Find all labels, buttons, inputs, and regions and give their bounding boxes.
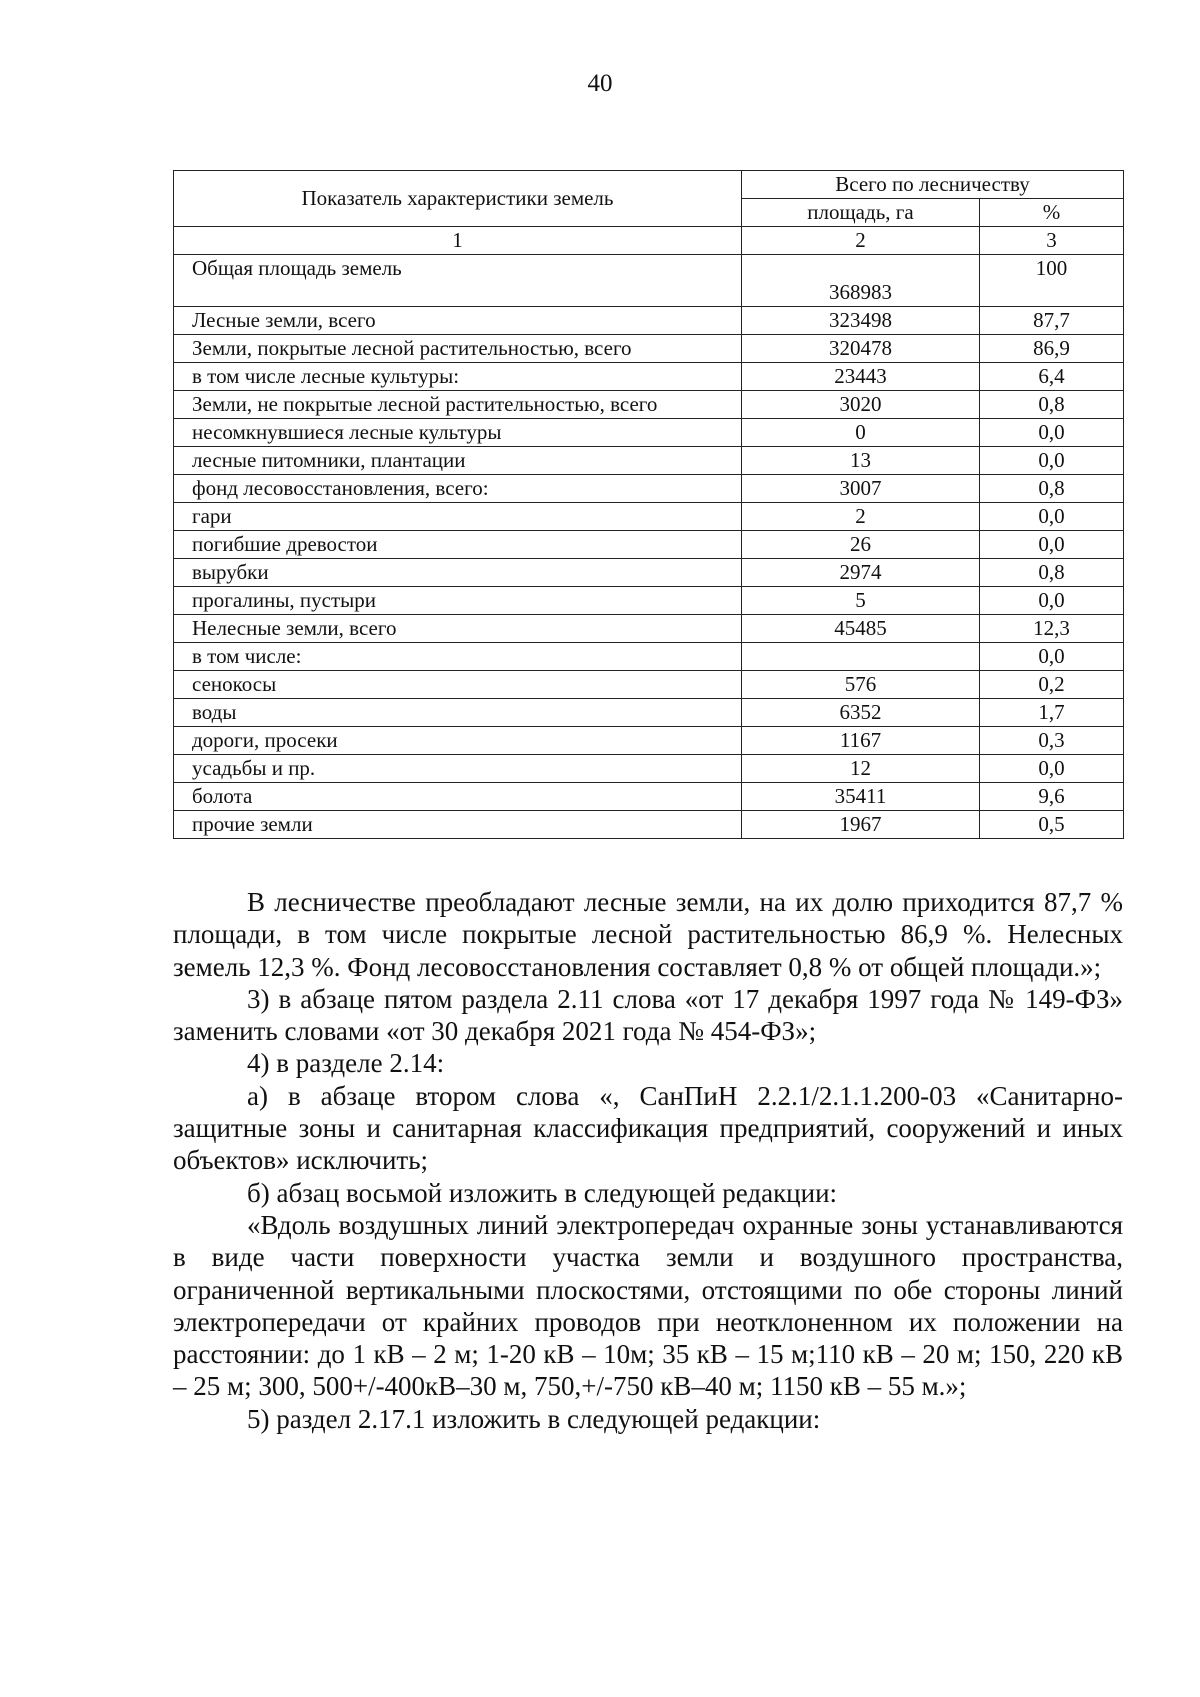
row-area: 45485: [742, 615, 980, 643]
row-name: погибшие древостои: [174, 531, 742, 559]
table-row: [174, 335, 1124, 363]
row-name: в том числе:: [174, 643, 742, 671]
paragraph: 4) в разделе 2.14:: [247, 1048, 445, 1079]
paragraph: В лесничестве преобладают лесные земли, на их долю приходится 87,7 % площади, в том числе покрытые лесной растительностью 86,9 %. Нелесных земель 12,3 %. Фонд лесовосстановления составляет 0,8 % от общей площади.»;: [173, 887, 1123, 982]
header-indicator: Показатель характеристики земель: [174, 171, 742, 227]
paragraph: «Вдоль воздушных линий электропередач охранные зоны устанавливаются в виде части поверхности участка земли и воздушного пространства, ограниченной вертикальными плоскостями, отстоящими по обе стороны линий электропередачи от крайних проводов при неотклоненном их положении на расстоянии: до 1 кВ – 2 м; 1-20 кВ – 10м; 35 кВ – 15 м;110 кВ – 20 м; 150, 220 кВ – 25 м; 300, 500+/-400кВ–30 м, 750,+/-750 кВ–40 м; 1150 кВ – 55 м.»;: [173, 1209, 1123, 1402]
row-percent: 87,7: [980, 307, 1124, 335]
table-row: [174, 475, 1124, 503]
row-name: несомкнувшиеся лесные культуры: [174, 419, 742, 447]
table-row: [174, 755, 1124, 783]
row-name: Земли, не покрытые лесной растительностью, всего: [174, 391, 742, 419]
body-text: [173, 886, 1123, 1435]
row-area: 323498: [742, 307, 980, 335]
row-area: 368983: [742, 255, 980, 307]
row-area: 1167: [742, 727, 980, 755]
header-percent: %: [980, 199, 1124, 227]
row-area: 6352: [742, 699, 980, 727]
row-area: 23443: [742, 363, 980, 391]
row-percent: 86,9: [980, 335, 1124, 363]
row-name: гари: [174, 503, 742, 531]
row-name: фонд лесовосстановления, всего:: [174, 475, 742, 503]
row-percent: 0,0: [980, 503, 1124, 531]
table-row: [174, 699, 1124, 727]
table-row: [174, 419, 1124, 447]
paragraph: а) в абзаце втором слова «, СанПиН 2.2.1/2.1.1.200-03 «Санитарно-защитные зоны и санитарная классификация предприятий, сооружений и иных объектов» исключить;: [173, 1080, 1123, 1176]
row-name: Земли, покрытые лесной растительностью, всего: [174, 335, 742, 363]
row-name: в том числе лесные культуры:: [174, 363, 742, 391]
table-row: [174, 587, 1124, 615]
column-number: 1: [174, 227, 742, 255]
header-group: Всего по лесничеству: [742, 171, 1124, 199]
row-area: 2974: [742, 559, 980, 587]
row-percent: 0,2: [980, 671, 1124, 699]
row-name: вырубки: [174, 559, 742, 587]
paragraph: 3) в абзаце пятом раздела 2.11 слова «от 17 декабря 1997 года № 149-ФЗ» заменить словами «от 30 декабря 2021 года № 454-ФЗ»;: [173, 983, 1123, 1047]
table-row: [174, 783, 1124, 811]
row-area: 3020: [742, 391, 980, 419]
row-percent: 6,4: [980, 363, 1124, 391]
row-percent: 0,3: [980, 727, 1124, 755]
table-row: [174, 811, 1124, 839]
paragraph: б) абзац восьмой изложить в следующей редакции:: [247, 1177, 838, 1208]
row-area: 3007: [742, 475, 980, 503]
table-row: [174, 363, 1124, 391]
row-name: прогалины, пустыри: [174, 587, 742, 615]
column-number-row: [174, 227, 1124, 255]
row-name: болота: [174, 783, 742, 811]
row-name: Лесные земли, всего: [174, 307, 742, 335]
row-area: 2: [742, 503, 980, 531]
page-number: 40: [587, 70, 613, 97]
row-area: 35411: [742, 783, 980, 811]
column-number: 2: [742, 227, 980, 255]
table-row: [174, 255, 1124, 307]
row-area: [742, 643, 980, 671]
table-row: [174, 615, 1124, 643]
row-name: Общая площадь земель: [174, 255, 742, 307]
table-row: [174, 503, 1124, 531]
paragraph: 5) раздел 2.17.1 изложить в следующей редакции:: [247, 1403, 821, 1434]
row-area: 12: [742, 755, 980, 783]
header-area: площадь, га: [742, 199, 980, 227]
land-characteristics-table: [173, 170, 1124, 839]
row-percent: 12,3: [980, 615, 1124, 643]
table-row: [174, 307, 1124, 335]
row-percent: 0,0: [980, 531, 1124, 559]
table-row: [174, 447, 1124, 475]
row-area: 320478: [742, 335, 980, 363]
row-percent: 1,7: [980, 699, 1124, 727]
row-percent: 0,0: [980, 447, 1124, 475]
row-percent: 0,0: [980, 419, 1124, 447]
row-percent: 0,0: [980, 755, 1124, 783]
column-number: 3: [980, 227, 1124, 255]
table-header-row: [174, 171, 1124, 199]
row-percent: 0,0: [980, 587, 1124, 615]
row-area: 0: [742, 419, 980, 447]
table-row: [174, 727, 1124, 755]
table-row: [174, 671, 1124, 699]
table-row: [174, 391, 1124, 419]
table-row: [174, 531, 1124, 559]
row-name: сенокосы: [174, 671, 742, 699]
table-row: [174, 643, 1124, 671]
row-name: воды: [174, 699, 742, 727]
row-area: 1967: [742, 811, 980, 839]
row-percent: 0,5: [980, 811, 1124, 839]
table-row: [174, 559, 1124, 587]
row-name: прочие земли: [174, 811, 742, 839]
row-area: 13: [742, 447, 980, 475]
row-area: 26: [742, 531, 980, 559]
row-name: Нелесные земли, всего: [174, 615, 742, 643]
row-percent: 0,0: [980, 643, 1124, 671]
row-percent: 100: [980, 255, 1124, 307]
row-percent: 0,8: [980, 391, 1124, 419]
row-name: лесные питомники, плантации: [174, 447, 742, 475]
row-percent: 0,8: [980, 559, 1124, 587]
row-percent: 0,8: [980, 475, 1124, 503]
row-area: 5: [742, 587, 980, 615]
row-name: дороги, просеки: [174, 727, 742, 755]
row-area: 576: [742, 671, 980, 699]
row-percent: 9,6: [980, 783, 1124, 811]
row-name: усадьбы и пр.: [174, 755, 742, 783]
